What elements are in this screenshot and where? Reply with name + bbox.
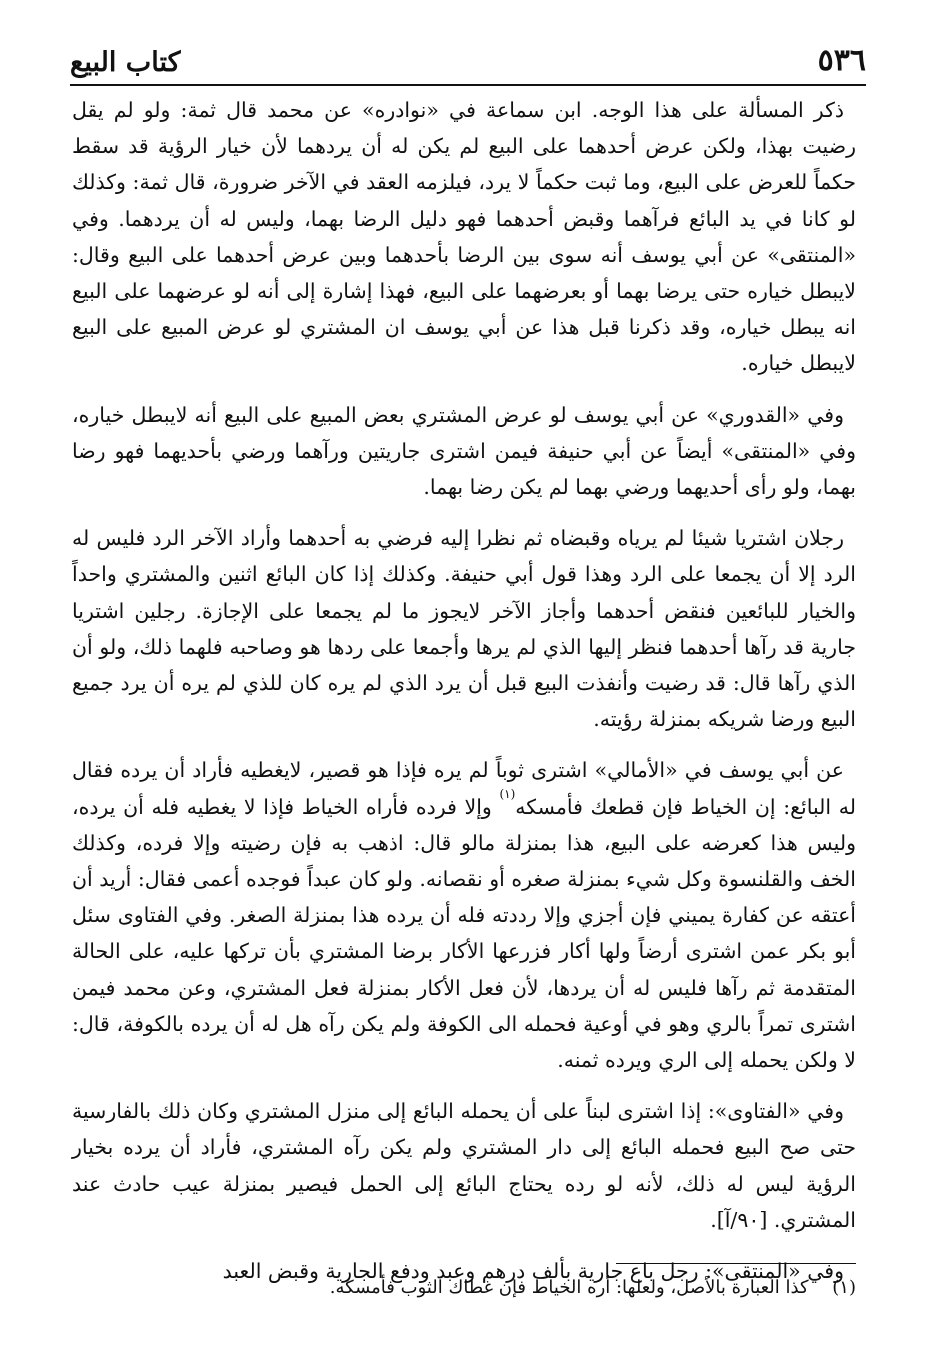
book-title: كتاب البيع	[70, 47, 181, 78]
paragraph: وفي «المنتقى»: رجل باع جارية بألف درهم وعبد ودفع الجارية وقبض العبد	[222, 1259, 844, 1284]
footnote-number: (١)	[832, 1277, 856, 1298]
footnote-divider	[616, 1263, 856, 1264]
page-number: ٥٣٦	[817, 43, 866, 78]
paragraph	[72, 752, 856, 1078]
footnote-marker: (١)	[499, 786, 516, 801]
main-text	[72, 92, 856, 1284]
paragraph-segment: عن أبي يوسف في «الأمالي» اشترى ثوباً لم يره فإذا هو قصير، لايغطيه فأراد أن يرده فقال له البائع: إن الخياط فإن قطعك فأمسكه	[72, 758, 856, 819]
paragraph: رجلان اشتريا شيئا لم يرياه وقبضاه ثم نظرا إليه فرضي به أحدهما وأراد الآخر الرد فليس له الرد إلا أن يجمعا على الرد وهذا قول أبي حنيفة. وكذلك إذا كان البائع اثنين والمشتري واحداً والخيار للبائعين فنقض أحدهما وأجاز الآخر لايجوز ما لم يجمعا على الإجازة. رجلين اشتريا جارية قد رآها أحدهما فنظر إليها الذي لم يرها وأجمعا على ردها هو وصاحبه فلهما ذلك، ولو أن الذي رآها قال: قد رضيت وأنفذت البيع قبل أن يرد الذي لم يره كان للذي لم يره أن يرد جميع البيع ورضا شريكه بمنزلة رؤيته.	[72, 526, 856, 732]
paragraph: ذكر المسألة على هذا الوجه. ابن سماعة في «نوادره» عن محمد قال ثمة: ولو لم يقل رضيت بهذا، ولكن عرض أحدهما على البيع لم يكن له أن يردهما لأن خيار الرؤية قد سقط حكماً للعرض على البيع، وما ثبت حكماً لا يرد، فيلزمه العقد في الآخر ضرورة، قال ثمة: وكذلك لو كانا في يد البائع فرآهما وقبض أحدهما فهو دليل الرضا بهما، وليس له أن يردهما. وفي «المنتقى» عن أبي يوسف أنه سوى بين الرضا بأحدهما وبين عرض أحدهما على البيع وقال: لايبطل خياره حتى يرضا بهما أو بعرضهما على البيع، فهذا إشارة إلى أنه لو عرضهما على البيع انه يبطل خياره، وقد ذكرنا قبل هذا عن أبي يوسف ان المشتري لو عرض المبيع على البيع لايبطل خياره.	[72, 98, 856, 376]
paragraph: وفي «القدوري» عن أبي يوسف لو عرض المشتري بعض المبيع على البيع أنه لايبطل خياره، وفي «المنتقى» أيضاً عن أبي حنيفة فيمن اشترى جاريتين ورآهما ورضي بأحديهما فهو رضا بهما، ولو رأى أحديهما ورضي بهما لم يكن رضا بهما.	[72, 402, 856, 500]
paragraph: وفي «الفتاوى»: إذا اشترى لبناً على أن يحمله البائع إلى منزل المشتري وكان ذلك بالفارسية حتى صح البيع فحمله البائع إلى دار المشتري ولم يكن رآه المشتري، فأراد أن يرده بخيار الرؤية ليس له ذلك، لأنه لو رده يحتاج البائع إلى الحمل فيصير بمنزلة عيب حادث عند المشتري. [٩٠/آ].	[72, 1099, 856, 1232]
footnote	[72, 1274, 856, 1302]
footnote-text: كذا العبارة بالأصل، ولعلها: أره الخياط فإن غطاك الثوب فأمسكه.	[329, 1277, 809, 1298]
page-header	[70, 26, 866, 86]
paragraph-segment: وإلا فرده فأراه الخياط فإذا لا يغطيه فله أن يرده، وليس هذا كعرضه على البيع، هذا بمنزلة مالو قال: اذهب به فإن رضيته وإلا فرده، وكذلك الخف والقلنسوة وكل شيء بمنزلة صغره أو نقصانه. ولو كان عبداً فوجده أعمى فقال: أريد أن أعتقه عن كفارة يميني فإن أجزي وإلا رددته فله أن يرده هذا بمنزلة الصغر. وفي الفتاوى سئل أبو بكر عمن اشترى أرضاً ولها أكار فزرعها الأكار برضا المشتري بأن تركها عليه، على الحالة المتقدمة ثم رآها فليس له أن يردها، لأن فعل الأكار بمنزلة فعل المشتري، وعن محمد فيمن اشترى تمراً بالري وهو في أوعية فحمله الى الكوفة ولم يكن رآه هل له أن يرده بالكوفة، قال: لا ولكن يحمله إلى الري ويرده ثمنه.	[72, 794, 856, 1073]
